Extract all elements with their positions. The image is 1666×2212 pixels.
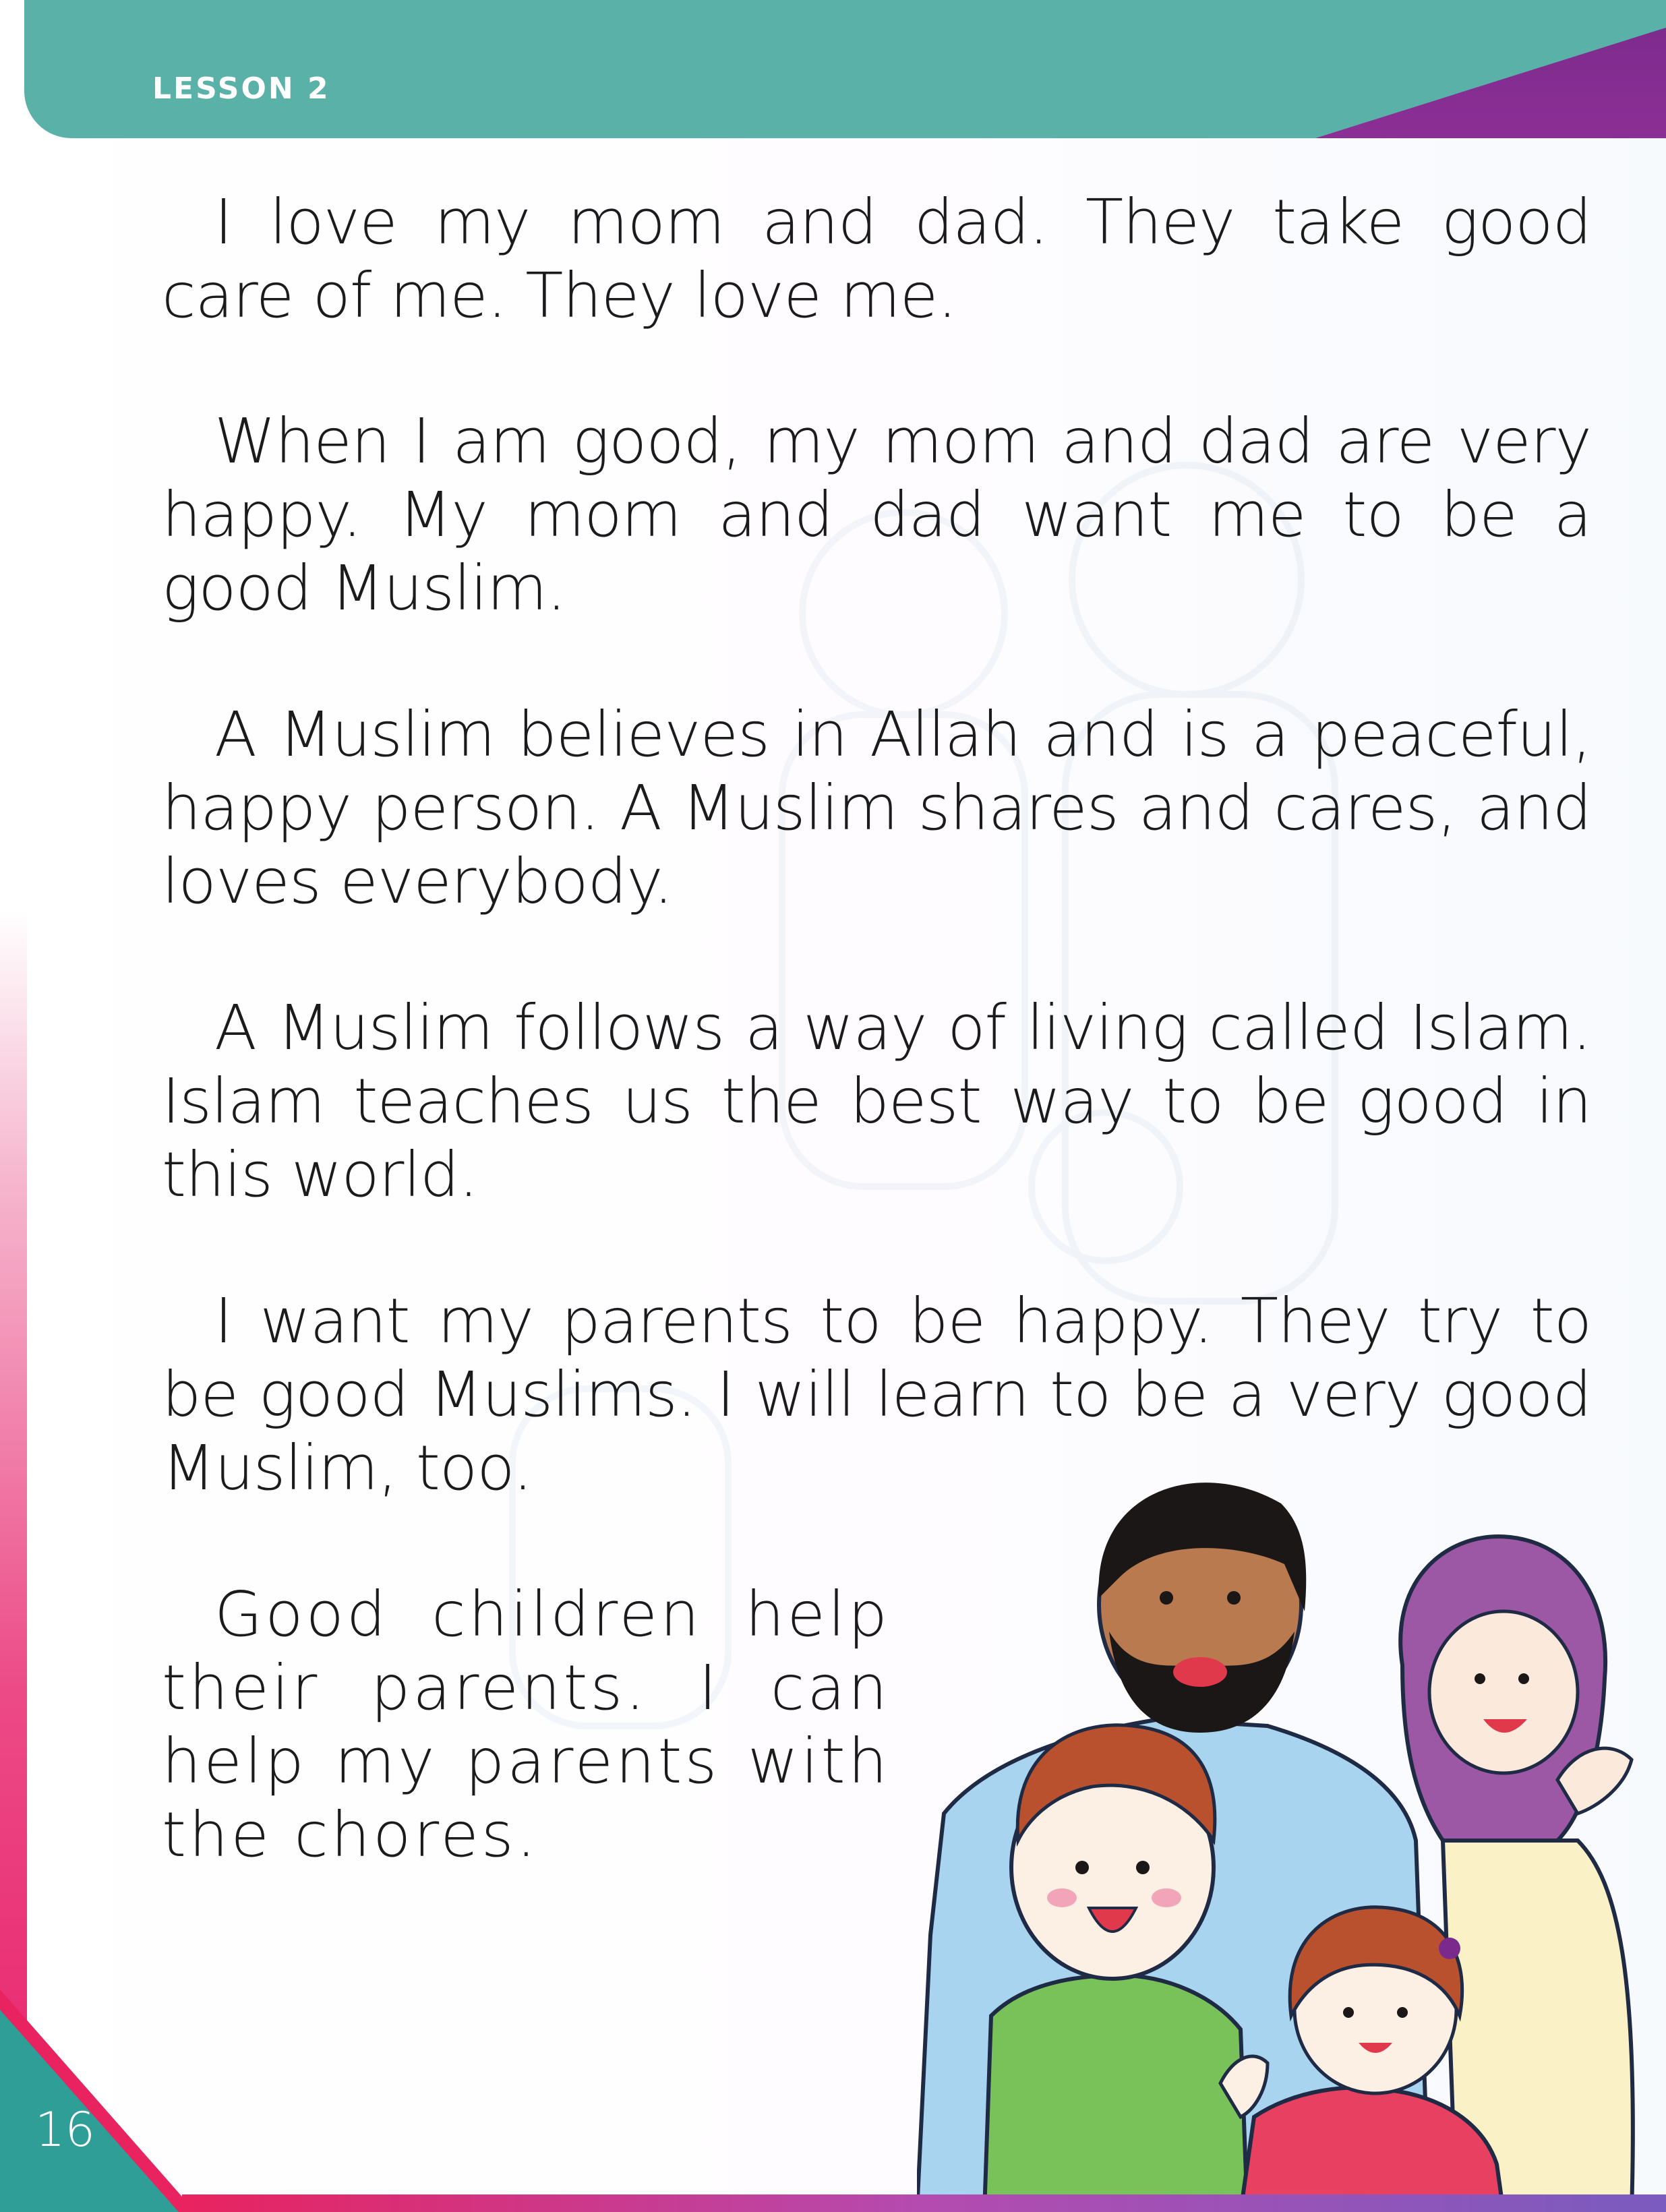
father-eye-left	[1160, 1591, 1173, 1605]
paragraph-3: A Muslim believes in Allah and is a peaceful, happy person. A Muslim shares and cares, and loves everybody.	[162, 698, 1591, 918]
family-illustration	[917, 1463, 1665, 2212]
mother-eye-right	[1518, 1673, 1529, 1684]
father-mouth	[1173, 1657, 1227, 1687]
lesson-header-bar	[24, 0, 1666, 138]
mother-face	[1429, 1611, 1578, 1773]
header-purple-accent	[1315, 0, 1666, 138]
boy-eye-left	[1075, 1861, 1089, 1874]
paragraph-2: When I am good, my mom and dad are very happy. My mom and dad want me to be a good Muslim.	[162, 405, 1591, 624]
girl-hair-clip	[1439, 1938, 1460, 1959]
father-eye-right	[1227, 1591, 1241, 1605]
lesson-label: LESSON 2	[152, 71, 330, 106]
girl-eye-left	[1343, 2007, 1354, 2018]
boy-cheek-left	[1047, 1888, 1077, 1907]
paragraph-5: I want my parents to be happy. They try to be good Muslims. I will learn to be a very good Muslim, too.	[162, 1285, 1591, 1504]
boy-eye-right	[1136, 1861, 1150, 1874]
boy-cheek-right	[1152, 1888, 1181, 1907]
paragraph-6: Good children help their parents. I can help my parents with the chores.	[162, 1578, 890, 1871]
girl-eye-right	[1397, 2007, 1408, 2018]
bottom-strip	[182, 2194, 1666, 2212]
mother-eye-left	[1475, 1673, 1485, 1684]
page-number: 16	[35, 2102, 96, 2157]
paragraph-4: A Muslim follows a way of living called Islam. Islam teaches us the best way to be good in this world.	[162, 992, 1591, 1211]
paragraph-1: I love my mom and dad. They take good care of me. They love me.	[162, 186, 1591, 332]
boy-sweater	[984, 1975, 1247, 2212]
